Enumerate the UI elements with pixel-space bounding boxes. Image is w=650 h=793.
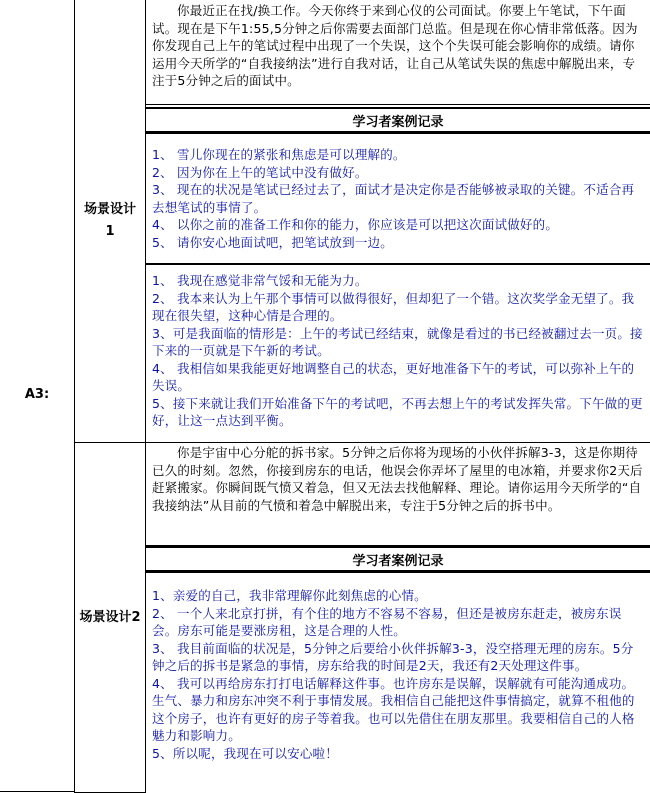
scenario1-description: 你最近正在找/换工作。今天你终于来到心仪的公司面试。你要上午笔试，下午面试。现在是下午1:55,5分钟之后你需要去面部门总监。但是现在你心情非常低落。因为你发现自己上午的笔试过程中出现了一个失误，这个个失误可能会影响你的成绩。请你运用今天所学的“自我接纳法”进行自我对话，让自己从笔试失误的焦虑中解脱出来，专注于5分钟之后的面试中。 — [152, 3, 638, 88]
scenario1-record-header — [145, 107, 650, 133]
list-item: 1、亲爱的自己，我非常理解你此刻焦虑的心情。 — [152, 588, 427, 603]
list-item: 2、 一个人来北京打拼，有个住的地方不容易不容易，但还是被房东赶走，被房东误会。房东可能是要涨房租，这是合理的人性。 — [152, 605, 622, 638]
scenario2-record — [145, 572, 650, 793]
scenario2-record-header — [145, 546, 650, 572]
list-item: 3、 现在的状况是笔试已经过去了，面试才是决定你是否能够被录取的关键。不适合再去想笔试的事情了。 — [152, 182, 635, 215]
list-item: 4、 我相信如果我能更好地调整自己的状态，更好地准备下午的考试，可以弥补上午的失误。 — [152, 360, 635, 393]
list-item: 5、所以呢，我现在可以安心啦！ — [152, 745, 338, 761]
list-item: 4、 我可以再给房东打打电话解释这件事。也许房东是误解，误解就有可能沟通成功。生气、暴力和房东冲突不利于事情发展。我相信自己能把这件事情搞定，就算不租他的这个房子，也许有更好的房子等着我。也可以先借住在朋友那里。我要相信自己的人格魅力和影响力。 — [152, 675, 635, 743]
list-item: 5、接下来就让我们开始准备下午的考试吧，不再去想上午的考试发挥失常。下午做的更好，让这一点达到平衡。 — [152, 395, 643, 428]
scenario2-label-cell — [74, 442, 146, 793]
list-item: 1、 我现在感觉非常气馁和无能为力。 — [152, 273, 368, 288]
list-item: 3、 我目前面临的状况是，5分钟之后要给小伙伴拆解3-3，没空搭理无理的房东。5分钟之后的拆书是紧急的事情，房东给我的时间是2天，我还有2天处理这件事。 — [152, 640, 634, 673]
scenario1-description-cell — [145, 0, 650, 105]
list-item: 3、可是我面临的情形是：上午的考试已经结束，就像是看过的书已经被翻过去一页。接下来的一页就是下午新的考试。 — [152, 325, 643, 358]
list-item: 4、 以你之前的准备工作和你的能力，你应该是可以把这次面试做好的。 — [152, 217, 559, 232]
row-label-cell — [0, 0, 75, 792]
list-item: 5、 请你安心地面试吧，把笔试放到一边。 — [152, 234, 393, 250]
scenario2-description: 你是宇宙中心分舵的拆书家。5分钟之后你将为现场的小伙伴拆解3-3，这是你期待已久的时刻。忽然，你接到房东的电话，他误会你弄坏了屋里的电冰箱，并要求你2天后赶紧搬家。你瞬间既气愤又着急，但又无法去找他解释、理论。请你运用今天所学的“自我接纳法”从目前的气愤和着急中解脱出来，专注于5分钟之后的拆书中。 — [152, 445, 643, 513]
list-item: 1、 雪儿你现在的紧张和焦虑是可以理解的。 — [152, 147, 406, 162]
scenario1-record-header-text: 学习者案例记录 — [352, 114, 444, 130]
row-label: A3: — [24, 387, 50, 402]
scenario1-number: 1 — [105, 223, 115, 239]
scenario1-label: 场景设计 — [83, 201, 136, 217]
scenario2-label: 场景设计2 — [79, 609, 141, 625]
scenario1-record-a — [145, 133, 650, 264]
list-item: 2、 因为你在上午的笔试中没有做好。 — [152, 164, 368, 180]
scenario1-label-cell — [74, 0, 146, 443]
scenario2-description-cell — [145, 442, 650, 546]
scenario2-record-header-text: 学习者案例记录 — [352, 553, 444, 569]
list-item: 2、 我本来认为上午那个事情可以做得很好，但却犯了一个错。这次奖学金无望了。我现在很失望，这种心情是合理的。 — [152, 290, 635, 323]
scenario1-record-b — [145, 264, 650, 443]
